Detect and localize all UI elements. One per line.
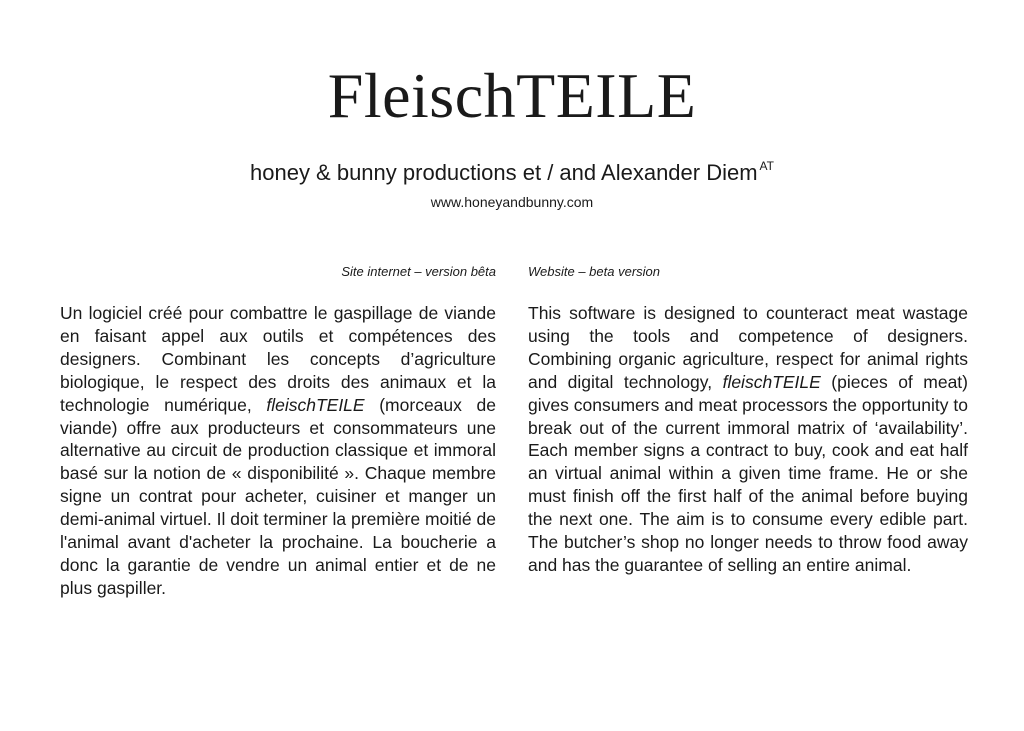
english-description	[528, 302, 968, 577]
website-url: www.honeyandbunny.com	[430, 194, 594, 210]
english-text-end: (pieces of meat) gives consumers and meat processors the opportunity to break out of the current immoral matrix of ‘availability’. Each member signs a contract to buy, cook and eat half an virtual animal within a given time frame. He or she must finish off the first half of the animal before buying the next one. The aim is to consume every edible part. The butcher’s shop no longer needs to throw food away and has the guarantee of selling an entire animal.	[528, 371, 968, 575]
french-text-start: Un logiciel créé pour combattre le gaspillage de viande en faisant appel aux outils et compétences des designers. Combinant les concepts d’agriculture biologique, le respect des droits des animaux et la technologie numérique,	[60, 303, 496, 415]
country-superscript: AT	[759, 159, 774, 173]
page-title: FleischTEILE	[327, 60, 697, 131]
french-product-name: fleischTEILE	[266, 394, 365, 415]
english-product-name: fleischTEILE	[722, 371, 821, 392]
english-text-start: This software is designed to counteract meat wastage using the tools and competence of designers. Combining organic agriculture, respect for animal rights and digital technology,	[528, 303, 968, 392]
subtitle-text: honey & bunny productions et / and Alexander Diem	[250, 160, 758, 185]
french-description	[60, 302, 496, 600]
french-text-end: (morceaux de viande) offre aux producteurs et consommateurs une alternative au circuit de production classique et immoral basé sur la notion de « disponibilité ». Chaque membre signe un contrat pour acheter, cuisiner et manger un demi-animal virtuel. Il doit terminer la première moitié de l'animal avant d'acheter la prochaine. La boucherie a donc la garantie de vendre un animal entier et de ne plus gaspiller.	[60, 394, 497, 598]
english-column-label: Website – beta version	[528, 264, 660, 279]
french-column-label: Site internet – version bêta	[341, 264, 496, 279]
subtitle	[0, 152, 1024, 187]
